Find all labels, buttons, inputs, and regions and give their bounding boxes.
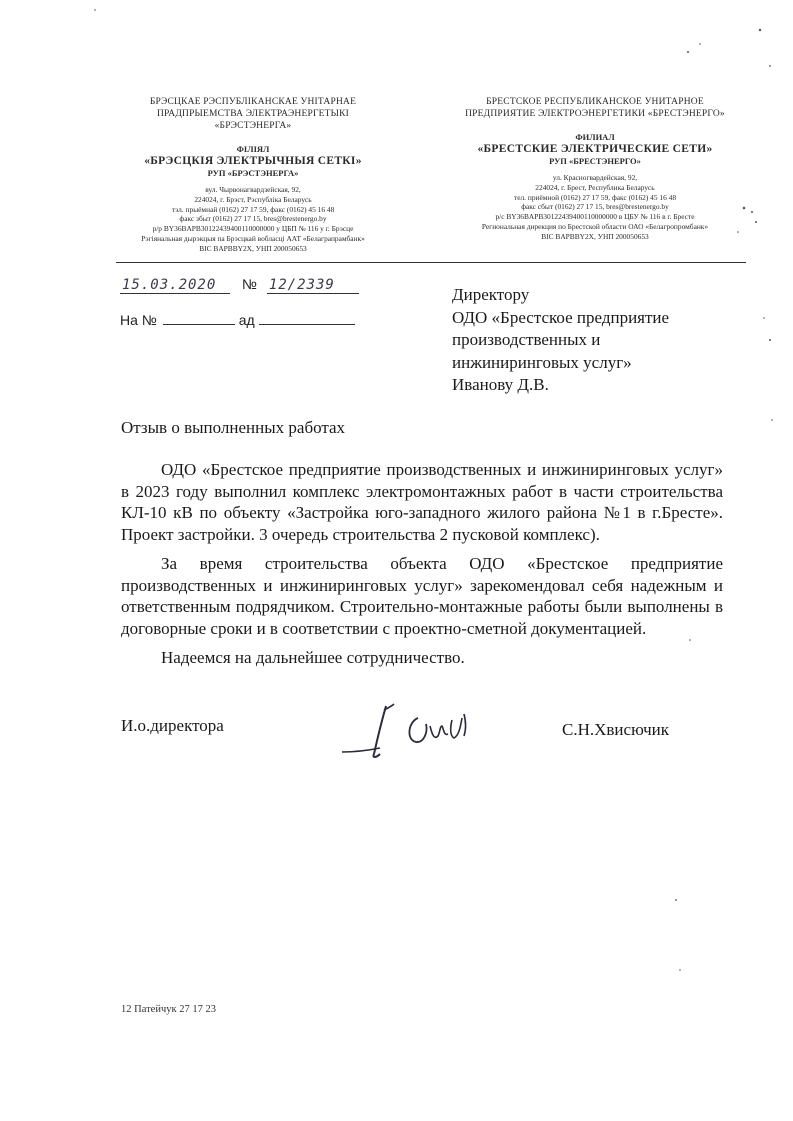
letterhead-russian — [460, 96, 730, 242]
letterhead-bank: Рэгіянальная дырэкцыя па Брэсцкай вобласці ААТ «Белаграпрамбанк» — [141, 233, 365, 243]
letterhead-filial-label: ФИЛИАЛ — [575, 132, 615, 142]
letterhead-filial-name: «БРЕСТСКИЕ ЭЛЕКТРИЧЕСКИЕ СЕТИ» — [477, 143, 713, 155]
addressee-position: Директору — [452, 285, 530, 304]
letterhead-fax-email: факс сбыт (0162) 27 17 15, bres@brestenergo.by — [521, 202, 669, 212]
letterhead-address-street: ул. Красногвардейская, 92, — [552, 173, 638, 182]
letterhead-address-city: 224024, г. Брест, Республика Беларусь — [535, 182, 655, 192]
letterhead-filial-label: ФІЛІЯЛ — [236, 144, 270, 154]
letterhead-org-name: БРЭСЦКАЕ РЭСПУБЛІКАНСКАЕ УНІТАРНАЕ ПРАДПРЫЕМСТВА ЭЛЕКТРАЭНЕРГЕТЫКІ «БРЭСТЭНЕРГА» — [149, 97, 357, 131]
reply-date-label: ад — [238, 312, 255, 328]
letterhead-bank: Региональная дирекция по Брестской области ОАО «Белагропромбанк» — [481, 221, 709, 231]
registration-date: 15.03.2020 — [120, 277, 230, 294]
letterhead-address-city: 224024, г. Брэст, Рэспубліка Беларусь — [194, 194, 312, 204]
reply-date-blank — [259, 312, 355, 325]
letterhead-phones: тэл. прыёмнай (0162) 27 17 59, факс (0162) 45 16 48 — [171, 204, 335, 214]
addressee-name: Иванову Д.В. — [452, 375, 549, 395]
letterhead-rup: РУП «БРЭСТЭНЕРГА» — [207, 168, 299, 178]
letter-subject: Отзыв о выполненных работах — [121, 418, 346, 437]
letterhead-phones: тел. приёмной (0162) 27 17 59, факс (0162) 45 16 48 — [513, 192, 677, 202]
letterhead-filial-name: «БРЭСЦКІЯ ЭЛЕКТРЫЧНЫЯ СЕТКІ» — [144, 155, 362, 167]
handwritten-signature — [336, 696, 476, 766]
letterhead-account: р/с BY36BAPB30122439400110000000 в ЦБУ № 116 в г. Бресте — [495, 212, 695, 222]
letterhead-org-name: БРЕСТСКОЕ РЕСПУБЛИКАНСКОЕ УНИТАРНОЕ ПРЕДПРИЯТИЕ ЭЛЕКТРОЭНЕРГЕТИКИ «БРЕСТЭНЕРГО» — [465, 97, 725, 119]
letterhead-address-street: вул. Чырвонагвардзейская, 92, — [205, 185, 301, 194]
addressee-block — [452, 284, 752, 397]
reply-to-label: На № — [120, 312, 157, 328]
reply-to-number-blank — [163, 312, 235, 325]
letterhead-account: р/р BY36BAPB30122439400110000000 у ЦБП № 116 у г. Брэсце — [152, 224, 354, 234]
signer-name: С.Н.Хвисючик — [562, 720, 670, 739]
registration-number: 12/2339 — [267, 277, 359, 294]
addressee-org-line: производственных и — [452, 330, 601, 350]
letterhead-bic: BIC BAPBBY2X, УНП 200050653 — [541, 231, 649, 241]
registration-number-sign: № — [241, 276, 257, 292]
signer-title: И.о.директора — [121, 716, 224, 735]
reply-to-row — [120, 312, 355, 328]
letterhead-rup: РУП «БРЕСТЭНЕРГО» — [549, 156, 641, 166]
letterhead-belarusian — [118, 96, 388, 254]
letterhead-fax-email: факс збыт (0162) 27 17 15, bres@brestenergo.by — [179, 214, 327, 224]
body-paragraph: ОДО «Брестское предприятие производственных и инжиниринговых услуг» в 2023 году выполнил комплекс электромонтажных работ в части строительства КЛ-10 кВ по объекту «Застройка юго-западного жилого района №1 в г.Бресте». Проект застройки. 3 очередь строительства 2 пусковой комплекс). — [121, 460, 723, 545]
body-paragraph: Надеемся на дальнейшее сотрудничество. — [161, 647, 465, 667]
addressee-org-line: инжиниринговых услуг» — [452, 352, 632, 372]
letterhead-divider — [116, 262, 746, 263]
registration-row — [120, 276, 359, 294]
executor-note: 12 Патейчук 27 17 23 — [121, 1004, 216, 1015]
letterhead-bic: BIC BAPBBY2X, УНП 200050653 — [199, 243, 307, 253]
body-paragraph: За время строительства объекта ОДО «Брестское предприятие производственных и инжиниринговых услуг» зарекомендовал себя надежным и ответственным подрядчиком. Строительно-монтажные работы были выполнены в договорные сроки и в соответствии с проектно-сметной документацией. — [121, 553, 723, 638]
letter-body — [121, 459, 723, 675]
addressee-org-line: ОДО «Брестское предприятие — [452, 307, 670, 327]
